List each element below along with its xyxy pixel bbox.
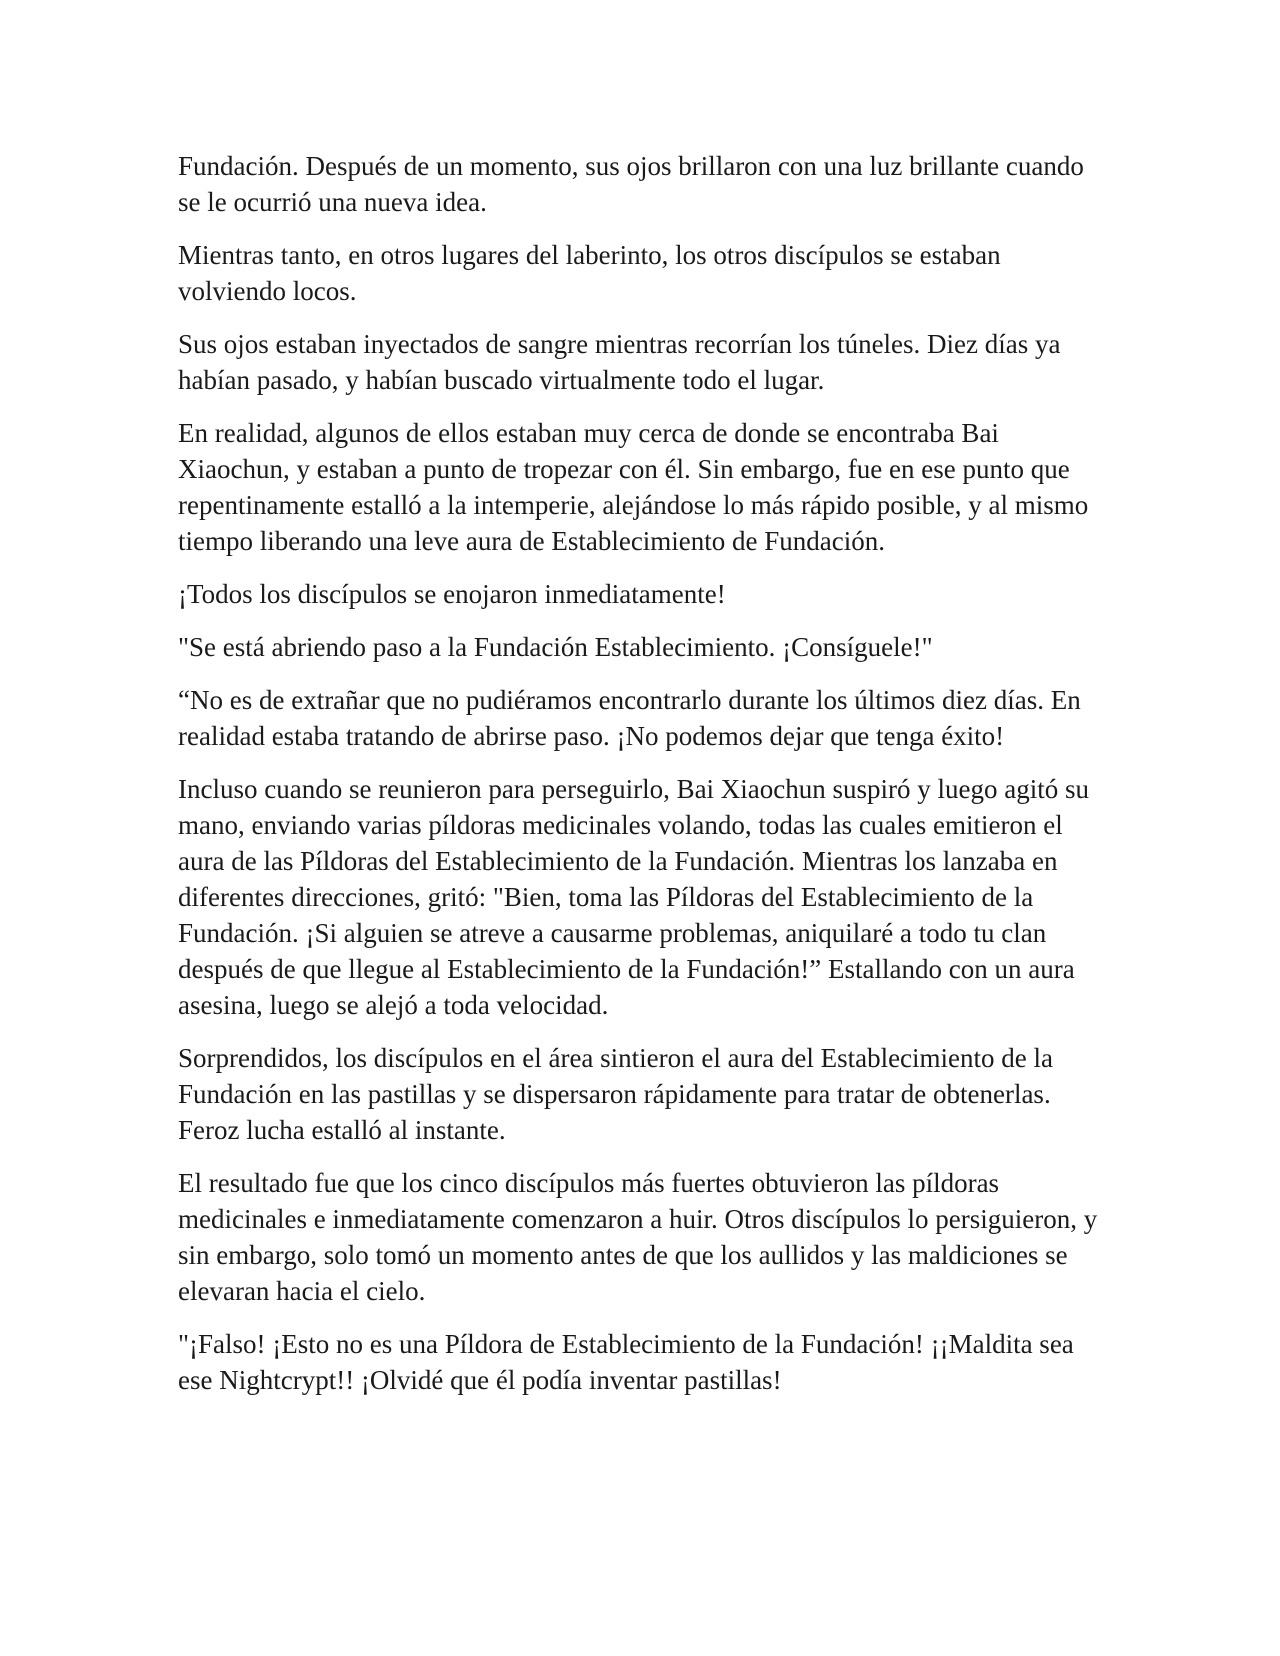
paragraph: "¡Falso! ¡Esto no es una Píldora de Establecimiento de la Fundación! ¡¡Maldita sea ese Nightcrypt!! ¡Olvidé que él podía inventar pastillas! bbox=[178, 1329, 1074, 1395]
paragraph: Sorprendidos, los discípulos en el área sintieron el aura del Establecimiento de la Fundación en las pastillas y se dispersaron rápidamente para tratar de obtenerlas. Feroz lucha estalló al instante. bbox=[178, 1043, 1053, 1145]
paragraph: Mientras tanto, en otros lugares del laberinto, los otros discípulos se estaban volviendo locos. bbox=[178, 240, 1001, 306]
paragraph: El resultado fue que los cinco discípulos más fuertes obtuvieron las píldoras medicinales e inmediatamente comenzaron a huir. Otros discípulos lo persiguieron, y sin embargo, solo tomó un momento antes de que los aullidos y las maldiciones se elevaran hacia el cielo. bbox=[178, 1168, 1098, 1306]
paragraph: Fundación. Después de un momento, sus ojos brillaron con una luz brillante cuando se le ocurrió una nueva idea. bbox=[178, 151, 1084, 217]
paragraph: “No es de extrañar que no pudiéramos encontrarlo durante los últimos diez días. En realidad estaba tratando de abrirse paso. ¡No podemos dejar que tenga éxito! bbox=[178, 685, 1081, 751]
paragraph: ¡Todos los discípulos se enojaron inmediatamente! bbox=[178, 579, 726, 609]
paragraph: "Se está abriendo paso a la Fundación Establecimiento. ¡Consíguele!" bbox=[178, 632, 933, 662]
paragraph: En realidad, algunos de ellos estaban muy cerca de donde se encontraba Bai Xiaochun, y estaban a punto de tropezar con él. Sin embargo, fue en ese punto que repentinamente estalló a la intemperie, alejándose lo más rápido posible, y al mismo tiempo liberando una leve aura de Establecimiento de Fundación. bbox=[178, 418, 1089, 556]
paragraph: Sus ojos estaban inyectados de sangre mientras recorrían los túneles. Diez días ya habían pasado, y habían buscado virtualmente todo el lugar. bbox=[178, 329, 1061, 395]
paragraph: Incluso cuando se reunieron para perseguirlo, Bai Xiaochun suspiró y luego agitó su mano, enviando varias píldoras medicinales volando, todas las cuales emitieron el aura de las Píldoras del Establecimiento de la Fundación. Mientras los lanzaba en diferentes direcciones, gritó: "Bien, toma las Píldoras del Establecimiento de la Fundación. ¡Si alguien se atreve a causarme problemas, aniquilaré a todo tu clan después de que llegue al Establecimiento de la Fundación!” Estallando con un aura asesina, luego se alejó a toda velocidad. bbox=[178, 774, 1090, 1020]
document-page bbox=[178, 148, 1113, 1415]
